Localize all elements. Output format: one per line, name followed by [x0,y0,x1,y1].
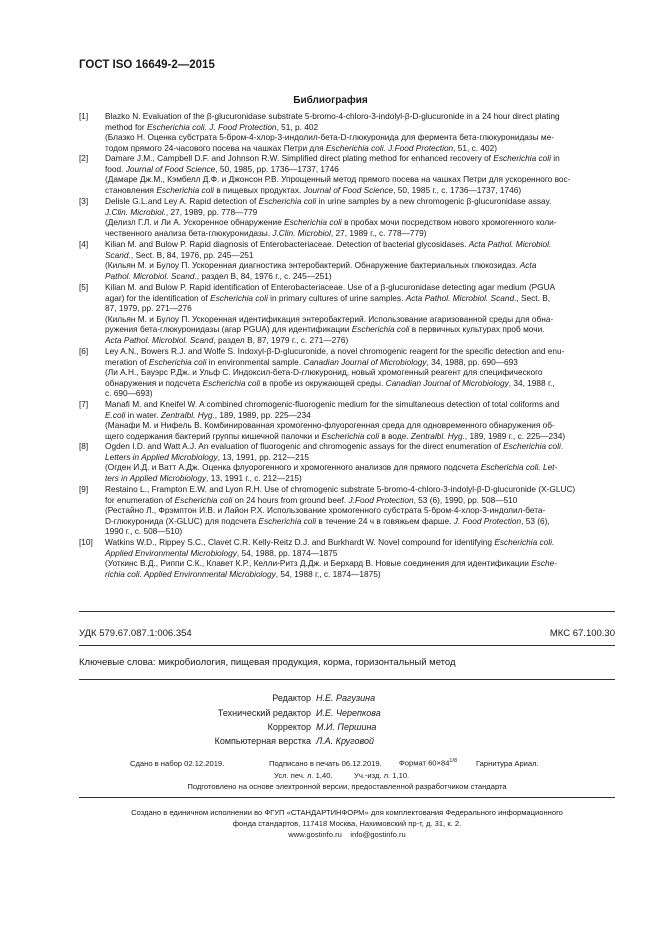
citation-text: 1990 г., с. 508—510) [105,526,183,537]
italic-citation: J.Food Protection [348,494,414,505]
reference-line [105,293,615,304]
citation-text: щего содержания бактерий группы кишечной палочки и [105,430,322,441]
signed-date: Подписано в печать 06.12.2019. [269,759,382,768]
editor-role: Редактор [272,693,311,703]
citation-text: (Ли А.Н., Бауэрс Р.Дж. и Ульф С. Индоксил-бета-D-глюкуронид, новый хромогенный реагент для специфического [105,367,543,378]
publisher-address: фонда стандартов, 117418 Москва, Нахимовский пр-т, д. 31, к. 2. [232,819,462,828]
reference-line [105,132,615,143]
bibliography-title: Библиография [293,95,368,106]
citation-text: , 54, 1988, pp. 1874—1875 [236,547,338,558]
reference-number: [2] [79,153,89,163]
citation-text: method for [105,121,147,132]
reference-line [105,484,615,495]
italic-citation: Escherichia coli [321,430,380,441]
publisher-sheets: Уч.-изд. л. 1,10. [354,771,410,780]
reference-line [105,526,615,537]
citation-text: Kilian M. and Bulow P. Rapid identification of Enterobacteriaceae. Use of a β-glucuronidase detecting agar medium (PGUA [105,282,556,292]
citation-text: , 53 (6), 1990, pp. 508—510 [413,494,518,505]
italic-citation: Escherichia coli [493,153,551,163]
citation-text: (Манафи М. и Нифель В. Комбинированная хромогенно-флуорогенная среда для одновременного обнаружения об- [105,420,555,431]
italic-citation: Escherichia coli [148,356,207,367]
citation-text: , 27, 1989 г., с. 778—779) [330,227,427,238]
italic-citation: Escherichia coli. J.Food Protection [325,142,454,153]
italic-citation: richia coli. Applied Environmental Microbiology [105,568,276,579]
citation-text: , 53 (6), [521,515,550,526]
reference-number: [8] [79,441,89,451]
citation-text: meration of [105,356,149,367]
citation-text: , Sect. B, 84, 1976, pp. 245—251 [130,249,254,260]
reference-text [105,196,615,238]
italic-citation: Applied Environmental Microbiology [105,547,237,558]
reference-text [105,484,615,537]
italic-citation: Escherichia coli [351,324,410,335]
editor-role: Компьютерная верстка [214,736,311,746]
divider [79,611,615,612]
format-label: Формат 60×84 [399,758,450,768]
citation-text: (Кильян М. и Булоу П. Ускоренная диагностика энтеробактерий. Обнаружение бактериальных глюкозидаз. [105,260,520,271]
reference-entry [79,399,615,441]
reference-line [105,378,615,389]
italic-citation: J.Clin. Microbiol [272,227,331,238]
reference-line [105,217,615,228]
italic-citation: Escherichia coli [210,292,268,303]
reference-line [105,441,615,452]
citation-text: (Огден И.Д. и Ватт А.Дж. Оценка флуорогенного и хромогенного анализов для прямого подсчета [105,462,481,473]
citation-text: in primary cultures of urine samples. [267,292,406,303]
italic-citation: Escherichia coli. [494,537,555,547]
citation-text: on 24 hours from ground beef. [232,494,349,505]
reference-number: [9] [79,484,89,494]
prepared-note: Подготовлено на основе электронной версии, предоставленной разработчиком стандарта [187,782,507,791]
reference-entry [79,441,615,483]
reference-entry [79,153,615,195]
reference-text [105,441,615,483]
divider [79,679,615,680]
page-header: ГОСТ ISO 16649-2—2015 [79,59,215,71]
citation-text: agar) for the identification of [105,292,211,303]
reference-line [105,250,615,261]
reference-number: [6] [79,346,89,356]
italic-citation: Zentralbl. Hyg. [410,430,465,441]
citation-text: Ogden I.D. and Watt A.J. An evaluation of fluorogenic and chromogenic assays for the direct enumeration of [105,441,504,451]
citation-text: ., Sect. B, [514,292,551,303]
publisher-line: Создано в единичном исполнении во ФГУП «СТАНДАРТИНФОРМ» для комплектования Федерального информационного [131,808,563,817]
reference-number: [4] [79,239,89,249]
italic-citation: Escherichia coli [284,217,342,228]
udk-code: УДК 579.67.087.1:006.354 [79,628,192,639]
editor-name: И.Е. Черепкова [316,708,381,718]
website-link[interactable]: www.gostinfo.ru [288,830,342,839]
citation-text: Damare J.M., Campbell D.F. and Johnson R.W. Simplified direct plating method for enhanced recovery of [105,153,494,163]
print-format [399,758,457,768]
publisher-contacts [79,830,615,839]
printed-sheets: Усл. печ. л. 1,40. [274,771,333,780]
reference-line [105,122,615,133]
citation-text: in environmental sample. [206,356,304,367]
reference-line [105,303,615,314]
citation-text: Manafi M. and Kneifel W. A combined chromogenic-fluorogenic medium for the simultaneous detection of total coliforms and [105,399,560,409]
italic-citation: Canadian Journal of Microbiology [385,377,509,388]
citation-text: (Кильян М. и Булоу П. Ускоренная идентификация энтеробактерий. Использование агаризованной среды для обна- [105,313,554,324]
italic-citation: Escherichia coli [258,196,317,206]
reference-line [105,537,615,548]
citation-text: , 27, 1989, pp. 778—779 [165,206,258,217]
citation-text: Delisle G.L.and Ley A. Rapid detection of [105,196,259,206]
citation-text: in water. [125,409,161,420]
reference-line [105,367,615,378]
reference-line [105,462,615,473]
reference-line [105,516,615,527]
italic-citation: Acta Pathol. Microbiol. [468,239,552,249]
citation-text: Ley A.N., Bowers R.J. and Wolfe S. Indoxyl-β-D-glucuronide, a novel chromogenic reagent for the specific detection and enu- [105,346,565,356]
citation-text: , раздел В, 84, 1976 г., с. 245—251) [196,270,332,281]
citation-text: в воде. [379,430,411,441]
italic-citation: Escherichia coli [174,494,233,505]
reference-number: [10] [79,537,93,547]
reference-line [105,569,615,580]
citation-text: (Блазко Н. Оценка субстрата 5-бром-4-хлор-3-индолил-бета-D-глюкуронида для фермента бета-глюкуронидазы ме- [105,132,554,143]
reference-line [105,357,615,368]
reference-number: [1] [79,111,89,121]
reference-text [105,399,615,441]
reference-line [105,431,615,442]
reference-line [105,314,615,325]
italic-citation: Canadian Journal of Microbiology [303,356,427,367]
citation-text: тодом прямого 24-часового посева на чашках Петри для [105,142,326,153]
citation-text: , 13, 1991 г., с. 212—215) [206,472,302,483]
reference-text [105,111,615,153]
citation-text: , 54, 1988 г., с. 1874—1875) [275,568,381,579]
reference-entry [79,282,615,346]
reference-line [105,196,615,207]
reference-line [105,324,615,335]
citation-text: ружения бета-глюкуронидазы (агар PGUA) для идентификации [105,324,352,335]
citation-text: (Делизл Г.Л. и Ли А. Ускоренное обнаружение [105,217,285,228]
italic-citation: Zentralbl. Hyg. [160,409,215,420]
reference-number: [5] [79,282,89,292]
citation-text: в пробах мочи посредством нового хромогенного коли- [341,217,557,228]
citation-text: Blazko N. Evaluation of the β-glucuronidase substrate 5-bromo-4-chloro-3-indolyl-β-D-glucuronide in a 24 hour direct plating [105,111,560,121]
citation-text: в пищевых продуктах. [214,184,304,195]
reference-line [105,260,615,271]
italic-citation: J. Food Protection [453,515,522,526]
editor-name: М.И. Першина [316,722,377,732]
italic-citation: Escherichia coli [503,441,561,451]
citation-text: , 189, 1989, pp. 225—234 [214,409,311,420]
italic-citation: Escherichia coli [156,184,215,195]
reference-line [105,420,615,431]
citation-text: , 50, 1985, pp. 1736—1737, 1746 [215,163,339,174]
citation-text: in [550,153,560,163]
editor-role: Корректор [267,722,311,732]
citation-text: , 189, 1989 г., с. 225—234) [464,430,566,441]
divider [79,797,615,798]
reference-line [105,452,615,463]
reference-line [105,505,615,516]
reference-line [105,346,615,357]
italic-citation: Pathol. Microbiol. Scand. [105,270,197,281]
italic-citation: Escherichia coli. Let- [480,462,558,473]
reference-line [105,282,615,293]
italic-citation: Escherichia coli [202,377,261,388]
reference-line [105,228,615,239]
citation-text: , раздел В, 87, 1979 г., с. 271—276) [213,334,349,345]
keywords: Ключевые слова: микробиология, пищевая продукция, корма, горизонтальный метод [79,657,456,668]
reference-text [105,537,615,579]
divider [79,645,615,646]
reference-line [105,558,615,569]
reference-line [105,410,615,421]
reference-text [105,346,615,399]
italic-citation: J.Clin. Microbiol. [105,206,166,217]
reference-line [105,153,615,164]
citation-text: (Уоткинс В.Д., Риппи С.К., Клавет К.Р., Келли-Ритз Д.Дж. и Берхард В. Новые соединения для идентификации [105,558,532,569]
citation-text: в первичных культурах проб мочи. [409,324,545,335]
citation-text: с. 690—693) [105,388,153,399]
citation-text: in urine samples by a new chromogenic β-glucuronidase assay. [316,196,552,206]
reference-line [105,473,615,484]
reference-entry [79,346,615,399]
typeface: Гарнитура Ариал. [476,759,539,768]
reference-text [105,282,615,346]
reference-line [105,207,615,218]
reference-entry [79,537,615,579]
citation-text: 87, 1979, pp. 271—276 [105,303,192,314]
reference-number: [7] [79,399,89,409]
italic-citation: Acta [519,260,537,271]
reference-line [105,495,615,506]
citation-text: Restaino L., Frampton E.W. and Lyon R.H. Use of chromogenic substrate 5-bromo-4-chloro-3-indolyl-β-D-glucuronide (X-GLUC) [105,484,576,494]
reference-number: [3] [79,196,89,206]
citation-text: D-глюкуронида (X-GLUC) для подсчета [105,515,259,526]
citation-text: , 51, p. 402 [276,121,319,132]
email-link[interactable]: info@gostinfo.ru [350,830,406,839]
reference-line [105,185,615,196]
reference-line [105,174,615,185]
reference-line [105,111,615,122]
italic-citation: E.coli [105,409,126,420]
reference-line [105,164,615,175]
reference-line [105,271,615,282]
mks-code: МКС 67.100.30 [549,628,615,639]
format-fraction: 1/8 [449,758,458,764]
citation-text: становления [105,184,157,195]
citation-text: . [560,441,564,451]
reference-line [105,239,615,250]
editor-name: Л.А. Круговой [316,736,375,746]
sent-date: Сдано в набор 02.12.2019. [130,759,225,768]
reference-text [105,153,615,195]
reference-line [105,335,615,346]
reference-entry [79,111,615,153]
citation-text: (Рестайно Л., Фрэмптон И.В. и Лайон Р.Х. Использование хромогенного субстрата 5-бром-4-хлор-3-индолил-бета- [105,505,546,516]
citation-text: в пробе из окружающей среды. [260,377,386,388]
italic-citation: Journal of Food Science [303,184,394,195]
reference-line [105,399,615,410]
italic-citation: Escherichia coli. J. Food Protection [146,121,277,132]
italic-citation: Scand. [105,249,131,260]
citation-text: , 13, 1991, pp. 212—215 [217,451,310,462]
editor-role: Технический редактор [217,708,311,718]
reference-line [105,388,615,399]
citation-text: в течение 24 ч в говяжьем фарше. [316,515,454,526]
citation-text: обнаружения и подсчета [105,377,203,388]
citation-text: , 50, 1985 г., с. 1736—1737, 1746) [393,184,522,195]
citation-text: , 34, 1988, pp. 690—693 [426,356,518,367]
citation-text: , 34, 1988 г., [508,377,555,388]
reference-entry [79,484,615,537]
reference-entry [79,239,615,281]
reference-line [105,143,615,154]
italic-citation: Esche- [531,558,558,569]
citation-text: чественного анализа бета-глюкуронидазы. [105,227,273,238]
citation-text: for enumeration of [105,494,175,505]
citation-text: , 51, c. 402) [453,142,497,153]
citation-text: (Дамаре Дж.М., Кэмбелл Д.Ф. и Джонсон Р.В. Упрощенный метод прямого посева на чашках Петри для ускоренного вос- [105,174,571,185]
editor-name: Н.Е. Рагузина [316,693,376,703]
italic-citation: Journal of Food Science [125,163,216,174]
reference-entry [79,196,615,238]
italic-citation: Letters in Applied Microbiology [105,451,218,462]
italic-citation: Acta Pathol. Microbiol. Scand [105,334,214,345]
citation-text: Watkins W.D., Rippey S.C., Clavet C.R. Kelly-Reitz D.J. and Burkhardt W. Novel compound for identifying [105,537,495,547]
citation-text: food. [105,163,126,174]
reference-line [105,548,615,559]
italic-citation: ters in Applied Microbiology [105,472,207,483]
italic-citation: Acta Pathol. Microbiol. Scand [405,292,515,303]
citation-text: Kilian M. and Bulow P. Rapid diagnosis of Enterobacteriaceae. Detection of bacterial glycosidases. [105,239,469,249]
italic-citation: Escherichia coli [258,515,317,526]
reference-text [105,239,615,281]
